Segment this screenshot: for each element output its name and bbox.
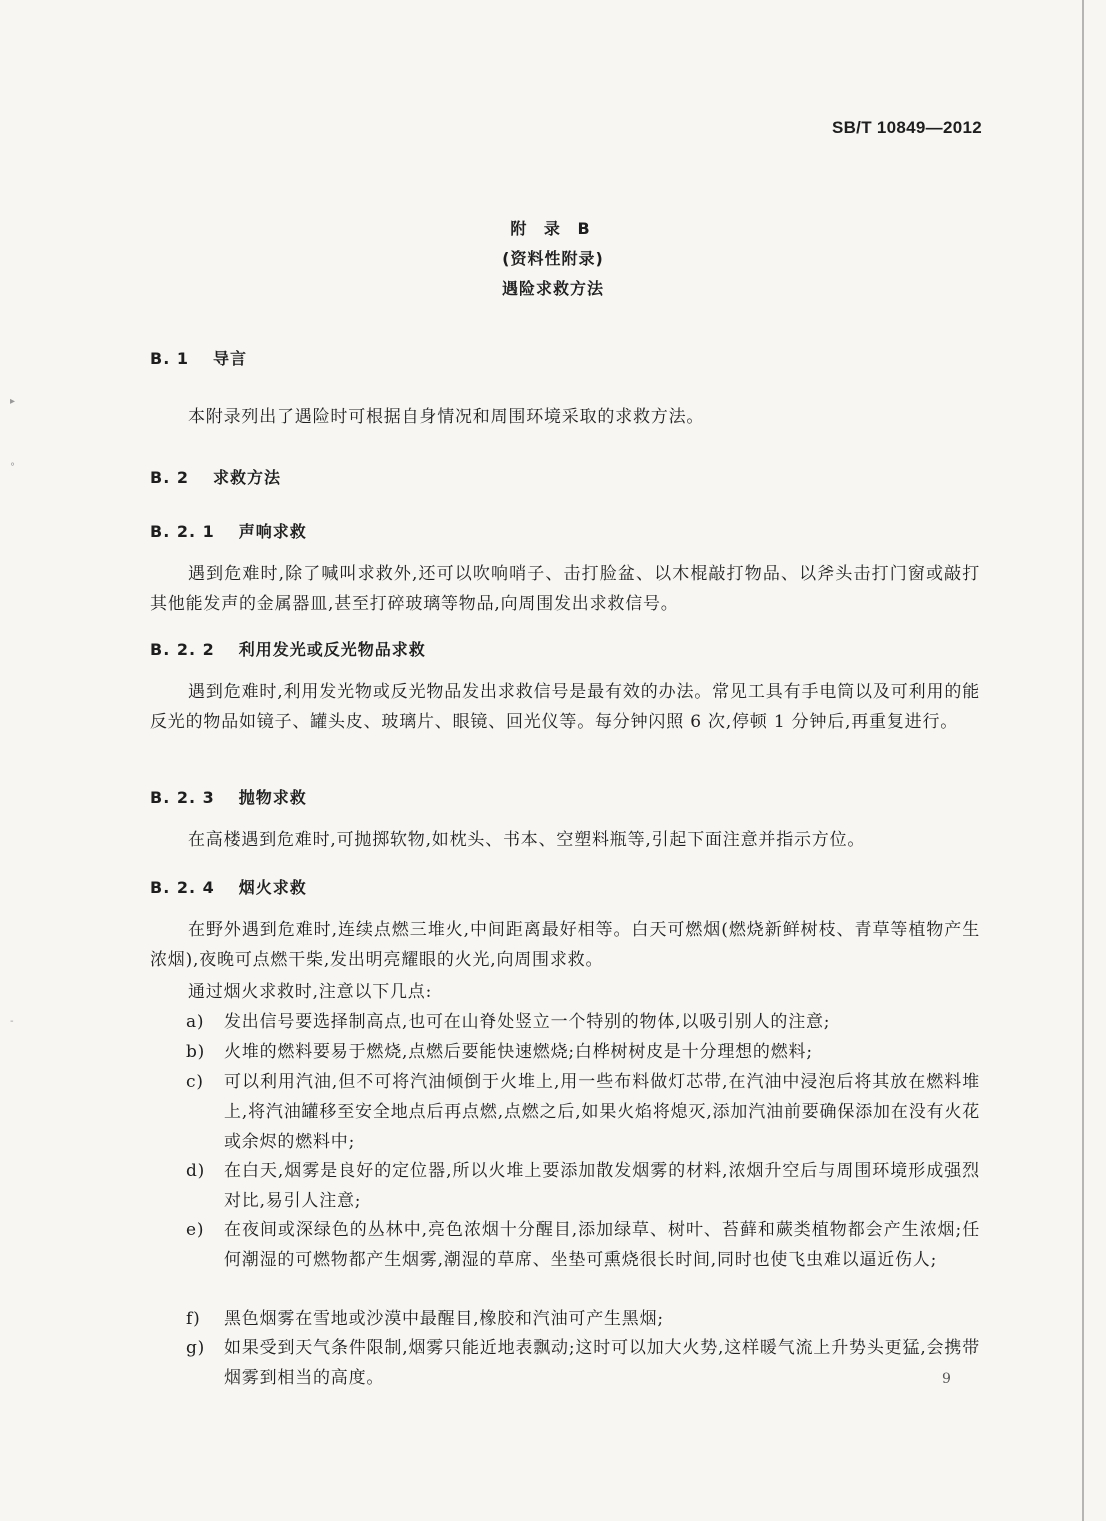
list-item-text: 黑色烟雾在雪地或沙漠中最醒目,橡胶和汽油可产生黑烟; — [224, 1309, 664, 1329]
section-number: B. 2. 3 — [150, 788, 215, 807]
section-heading-b2 — [150, 465, 281, 488]
list-item-text: 发出信号要选择制高点,也可在山脊处竖立一个特别的物体,以吸引别人的注意; — [224, 1012, 831, 1032]
paragraph-b2-1: 遇到危难时,除了喊叫求救外,还可以吹响哨子、击打脸盆、以木棍敲打物品、以斧头击打门窗或敲打其他能发声的金属器皿,甚至打碎玻璃等物品,向周围发出求救信号。 — [150, 564, 980, 614]
list-item — [186, 1007, 980, 1037]
appendix-heading — [0, 214, 1106, 304]
list-item — [186, 1333, 980, 1393]
list-marker: f) — [186, 1309, 201, 1329]
section-number: B. 2. 4 — [150, 878, 215, 897]
list-marker: a) — [186, 1012, 205, 1032]
paragraph-b2-4-points-intro: 通过烟火求救时,注意以下几点: — [188, 982, 433, 1002]
section-heading-b2-4 — [150, 875, 307, 898]
section-title: 声响求救 — [238, 522, 307, 541]
section-title: 烟火求救 — [238, 878, 307, 897]
scan-speck: ° — [10, 462, 15, 473]
paragraph-b1: 本附录列出了遇险时可根据自身情况和周围环境采取的求救方法。 — [188, 407, 705, 427]
list-item-text: 在白天,烟雾是良好的定位器,所以火堆上要添加散发烟雾的材料,浓烟升空后与周围环境形成强烈对比,易引人注意; — [224, 1161, 980, 1211]
list-marker: d) — [186, 1161, 206, 1181]
list-item — [186, 1037, 980, 1067]
section-heading-b1 — [150, 346, 247, 369]
list-item-text: 如果受到天气条件限制,烟雾只能近地表飘动;这时可以加大火势,这样暖气流上升势头更猛,会携带烟雾到相当的高度。 — [224, 1338, 980, 1388]
appendix-subtitle: 遇险求救方法 — [501, 279, 604, 298]
section-heading-b2-3 — [150, 785, 307, 808]
scan-speck: - — [10, 1016, 14, 1027]
scan-speck: ▸ — [10, 396, 16, 407]
paragraph-b2-3: 在高楼遇到危难时,可抛掷软物,如枕头、书本、空塑料瓶等,引起下面注意并指示方位。 — [188, 830, 866, 850]
section-heading-b2-2 — [150, 637, 426, 660]
list-item-text: 在夜间或深绿色的丛林中,亮色浓烟十分醒目,添加绿草、树叶、苔藓和蕨类植物都会产生浓烟;任何潮湿的可燃物都产生烟雾,潮湿的草席、坐垫可熏烧很长时间,同时也使飞虫难以逼近伤人; — [224, 1220, 980, 1270]
page-number: 9 — [942, 1371, 951, 1387]
list-marker: b) — [186, 1042, 206, 1062]
section-number: B. 2. 2 — [150, 640, 215, 659]
section-title: 抛物求救 — [238, 788, 307, 807]
paragraph-b2-2: 遇到危难时,利用发光物或反光物品发出求救信号是最有效的办法。常见工具有手电筒以及可利用的能反光的物品如镜子、罐头皮、玻璃片、眼镜、回光仪等。每分钟闪照 6 次,停顿 1 分钟后,再重复进行。 — [150, 682, 980, 732]
list-item-text: 火堆的燃料要易于燃烧,点燃后要能快速燃烧;白桦树树皮是十分理想的燃料; — [224, 1042, 813, 1062]
section-number: B. 1 — [150, 349, 189, 368]
list-item — [186, 1215, 980, 1275]
section-heading-b2-1 — [150, 519, 307, 542]
section-title: 利用发光或反光物品求救 — [238, 640, 426, 659]
list-marker: e) — [186, 1220, 205, 1240]
section-number: B. 2. 1 — [150, 522, 215, 541]
appendix-title: 附 录 B — [510, 219, 596, 238]
section-title: 导言 — [212, 349, 247, 368]
paragraph-b2-4-intro: 在野外遇到危难时,连续点燃三堆火,中间距离最好相等。白天可燃烟(燃烧新鲜树枝、青草等植物产生浓烟),夜晚可点燃干柴,发出明亮耀眼的火光,向周围求救。 — [150, 920, 980, 970]
list-item — [186, 1067, 980, 1157]
section-title: 求救方法 — [212, 468, 281, 487]
list-marker: g) — [186, 1338, 206, 1358]
appendix-type: (资料性附录) — [502, 249, 604, 268]
section-number: B. 2 — [150, 468, 189, 487]
list-marker: c) — [186, 1072, 204, 1092]
list-item — [186, 1304, 980, 1334]
list-item-text: 可以利用汽油,但不可将汽油倾倒于火堆上,用一些布料做灯芯带,在汽油中浸泡后将其放在燃料堆上,将汽油罐移至安全地点后再点燃,点燃之后,如果火焰将熄灭,添加汽油前要确保添加在没有火花或余烬的燃料中; — [224, 1072, 980, 1152]
list-item — [186, 1156, 980, 1216]
standard-code: SB/T 10849—2012 — [831, 118, 982, 137]
